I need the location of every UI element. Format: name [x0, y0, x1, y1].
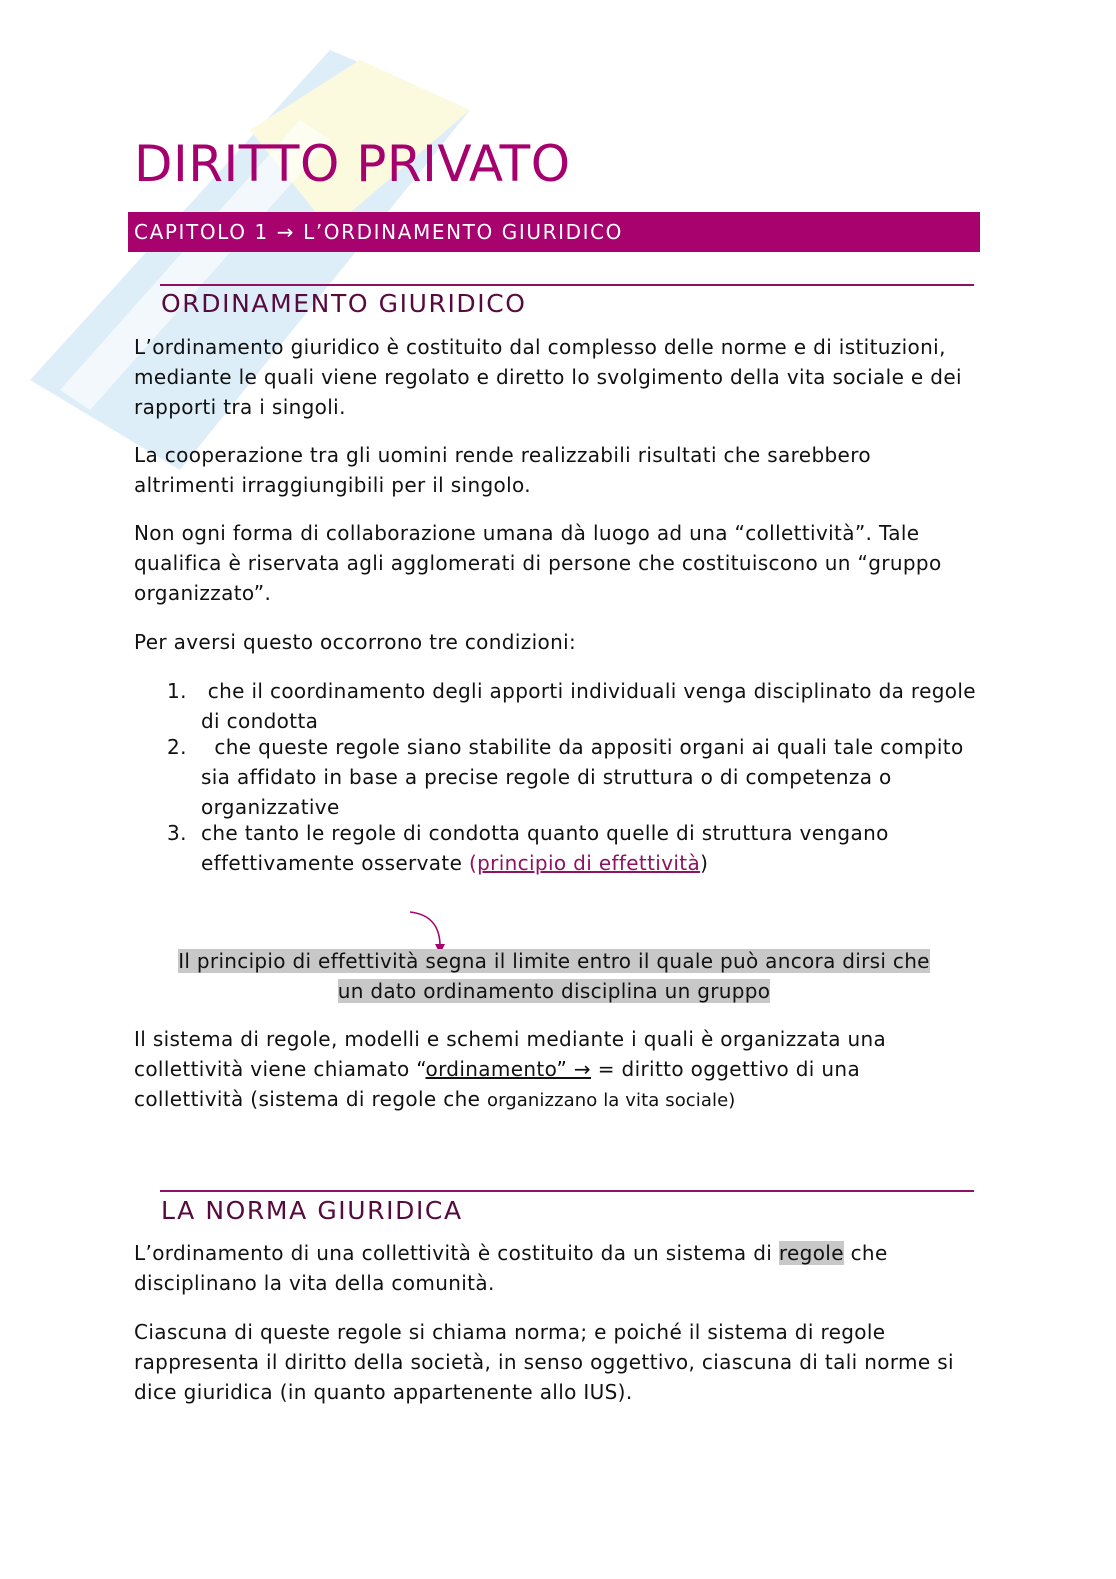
text-line: [134, 1238, 974, 1268]
section-divider: [160, 1190, 974, 1192]
text-part: collettività (sistema di regole che: [134, 1087, 487, 1111]
paragraph-ordinamento-definition: [134, 1024, 974, 1116]
list-number: 2.: [167, 735, 187, 759]
document-title: DIRITTO PRIVATO: [134, 135, 571, 193]
text-part: L’ordinamento di una collettività è costituito da un sistema di: [134, 1241, 779, 1265]
paragraph: La cooperazione tra gli uomini rende realizzabili risultati che sarebbero altrimenti irraggiungibili per il singolo.: [134, 443, 871, 497]
text-line: [134, 1084, 974, 1116]
list-text-part: che tanto le regole di condotta quanto quelle di struttura vengano effettivamente osservate: [201, 821, 889, 875]
paragraph: Ciascuna di queste regole si chiama norma; e poiché il sistema di regole rappresenta il diritto della società, in senso oggettivo, ciascuna di tali norme si dice giuridica (in quanto appartenente allo IUS).: [134, 1320, 954, 1404]
chapter-heading-bar: [128, 212, 980, 252]
section-title-ordinamento-giuridico: ORDINAMENTO GIURIDICO: [161, 289, 527, 318]
link-principio-di-effettivita[interactable]: principio di effettività: [477, 851, 701, 875]
section-title-la-norma-giuridica: LA NORMA GIURIDICA: [161, 1196, 463, 1225]
section-divider: [160, 284, 974, 286]
paragraph: [134, 1238, 974, 1298]
chapter-heading-text: CAPITOLO 1 → L’ORDINAMENTO GIURIDICO: [134, 220, 623, 244]
highlighted-text: Il principio di effettività segna il limite entro il quale può ancora dirsi che: [178, 949, 930, 973]
list-number: 3.: [167, 821, 187, 845]
underlined-term: ordinamento” →: [425, 1057, 591, 1081]
paren: (: [468, 851, 478, 875]
text-line: Il sistema di regole, modelli e schemi mediante i quali è organizzata una: [134, 1027, 887, 1051]
paragraph: L’ordinamento giuridico è costituito dal complesso delle norme e di istituzioni, mediante le quali viene regolato e diretto lo svolgimento della vita sociale e dei rapporti tra i singoli.: [134, 335, 962, 419]
paragraph: Per aversi questo occorrono tre condizioni:: [134, 630, 577, 654]
text-part: collettività viene chiamato “: [134, 1057, 426, 1081]
text-part: = diritto oggettivo di una: [591, 1057, 861, 1081]
paragraph: Non ogni forma di collaborazione umana dà luogo ad una “collettività”. Tale qualifica è riservata agli agglomerati di persone che costituiscono un “gruppo organizzato”.: [134, 521, 942, 605]
highlighted-text: un dato ordinamento disciplina un gruppo: [337, 979, 771, 1003]
text-line: [134, 1054, 974, 1084]
list-number: 1.: [167, 679, 187, 703]
paren: ): [700, 851, 709, 875]
text-line: disciplinano la vita della comunità.: [134, 1271, 495, 1295]
list-text: [201, 818, 977, 878]
text-part: che: [843, 1241, 888, 1265]
highlighted-word: regole: [778, 1241, 844, 1265]
list-text: che il coordinamento degli apporti individuali venga disciplinato da regole di condotta: [201, 679, 983, 733]
list-text: che queste regole siano stabilite da appositi organi ai quali tale compito sia affidato in base a precise regole di struttura o di competenza o organizzative: [201, 735, 971, 819]
text-part-small: organizzano la vita sociale): [486, 1090, 736, 1111]
highlighted-note: [134, 946, 974, 1006]
